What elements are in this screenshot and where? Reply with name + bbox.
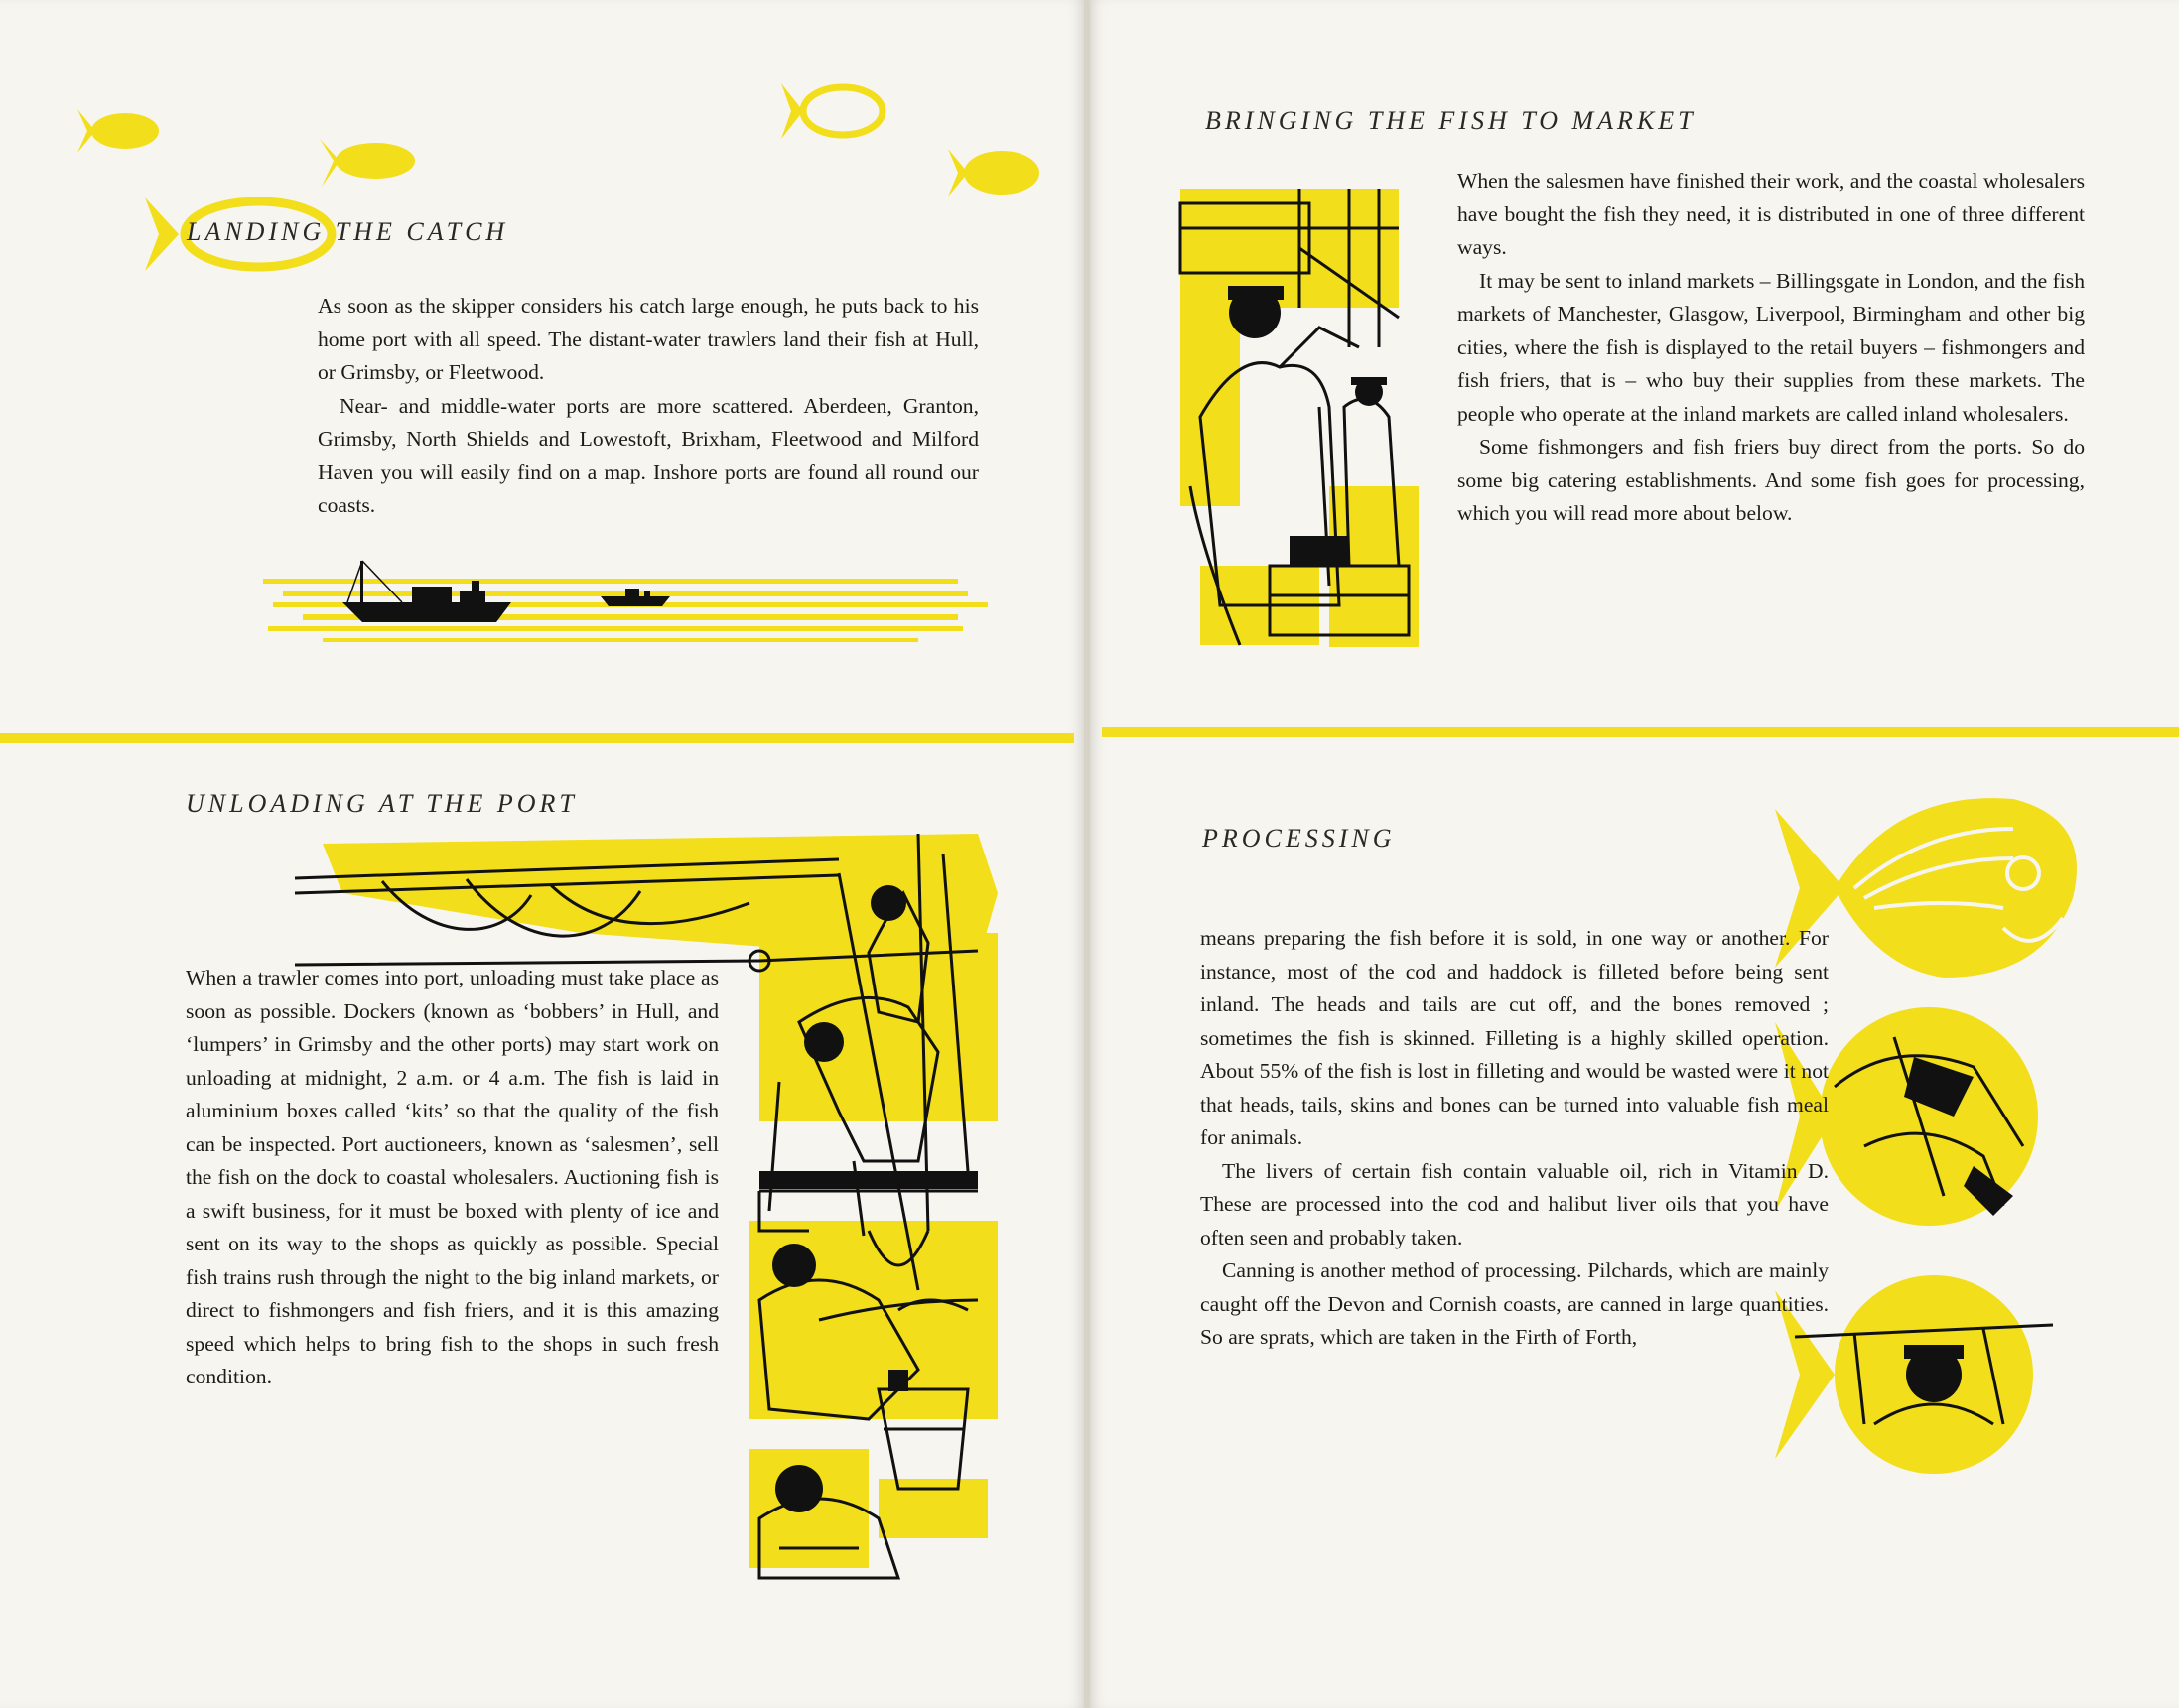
section-divider xyxy=(1102,727,2179,737)
paragraph: Canning is another method of processing. Pilchards, which are mainly caught off the Devon and Cornish coasts, are canned in large quantities. So are sprats, which are taken in the Firth of Forth, xyxy=(1200,1258,1829,1349)
processing-heading: PROCESSING xyxy=(1202,824,1396,853)
left-page xyxy=(0,0,1084,1708)
fish-icon xyxy=(77,107,161,155)
market-heading: BRINGING THE FISH TO MARKET xyxy=(1205,106,1697,135)
paragraph: When a trawler comes into port, unloading must take place as soon as possible. Dockers (known as ‘bobbers’ in Hull, and ‘lumpers’ in Grimsby and the other ports) may start work on unloading at midnight, 2 a.m. or 4 a.m. The fish is laid in aluminium boxes called ‘kits’ so that the quality of the fish can be inspected. Port auctioneers, known as ‘salesmen’, sell the fish on the dock to coastal wholesalers. Auctioning fish is a swift business, for it must be boxed with plenty of ice and sent on its way to the shops as quickly as possible. Special fish trains rush through the night to the big inland markets, or direct to fishmongers and fish friers, and it is this amazing speed which helps to bring fish to the shops in such fresh condition. xyxy=(186,966,719,1388)
right-page xyxy=(1090,0,2179,1708)
paragraph: means preparing the fish before it is sold, in one way or another. For instance, most of the cod and haddock is filleted before being sent inland. The heads and tails are cut off, and the bones removed ; sometimes the fish is skinned. Filleting is a highly skilled operation. About 55% of the fish is lost in filleting and would be wasted were it not that heads, tails, skins and bones can be turned into valuable fish meal for animals. xyxy=(1200,926,1829,1149)
landing-heading: LANDING THE CATCH xyxy=(187,217,509,246)
unloading-text xyxy=(186,962,719,1394)
fish-icon xyxy=(320,139,415,187)
paragraph: As soon as the skipper considers his catch large enough, he puts back to his home port with all speed. The distant-water trawlers land their fish at Hull, or Grimsby, or Fleetwood. xyxy=(318,294,979,384)
fish-processing-illustration xyxy=(1775,789,2152,1484)
fish-icon xyxy=(777,81,886,141)
paragraph: Some fishmongers and fish friers buy direct from the ports. So do some big catering establishments. And some fish goes for processing, which you will read more about below. xyxy=(1457,435,2085,525)
trawler-illustration xyxy=(263,551,988,650)
market-text xyxy=(1457,165,2085,531)
section-divider xyxy=(0,733,1074,743)
landing-text xyxy=(318,290,979,523)
market-salesman-illustration xyxy=(1180,189,1419,647)
fish-icon xyxy=(948,147,1039,198)
unloading-heading: UNLOADING AT THE PORT xyxy=(186,789,578,818)
paragraph: When the salesmen have finished their work, and the coastal wholesalers have bought the fish they need, it is distributed in one of three different ways. xyxy=(1457,169,2085,259)
paragraph: It may be sent to inland markets – Billingsgate in London, and the fish markets of Manchester, Glasgow, Liverpool, Birmingham and other big cities, where the fish is displayed to the retail buyers – fishmongers and fish friers, that is – who buy their supplies from these markets. The people who operate at the inland markets are called inland wholesalers. xyxy=(1457,268,2085,426)
processing-text xyxy=(1200,922,1829,1355)
paragraph: Near- and middle-water ports are more scattered. Aberdeen, Granton, Grimsby, North Shields and Lowestoft, Brixham, Fleetwood and Milford Haven you will easily find on a map. Inshore ports are found all round our coasts. xyxy=(318,393,979,517)
paragraph: The livers of certain fish contain valuable oil, rich in Vitamin D. These are processed into the cod and halibut liver oils that you have often seen and probably taken. xyxy=(1200,1158,1829,1249)
